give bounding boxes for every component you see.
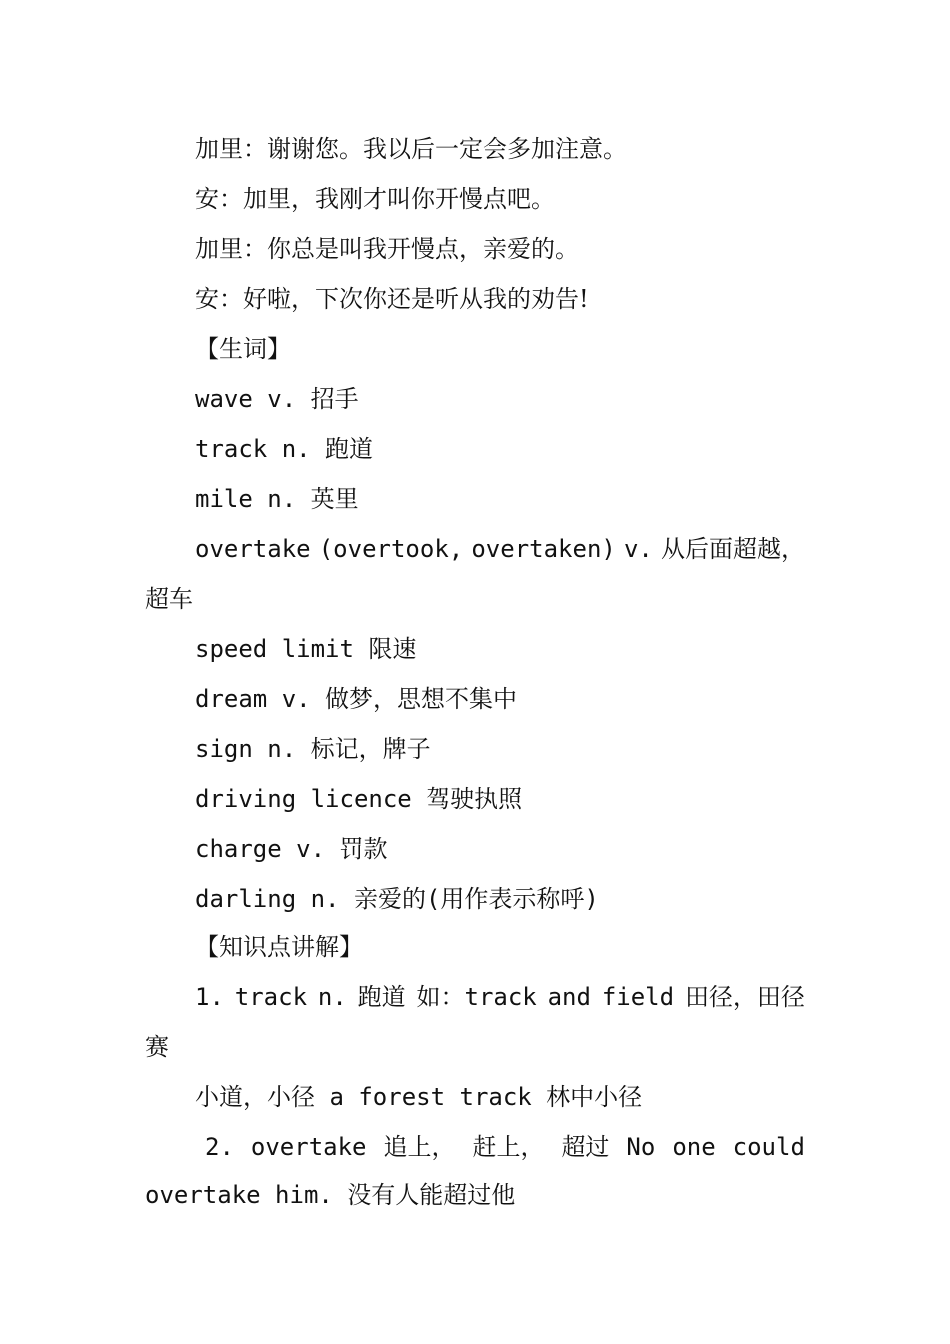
item-example: and (547, 983, 591, 1011)
vocab-pos: v. (623, 535, 653, 563)
vocab-word: overtake (195, 535, 311, 563)
item-number: 1. (195, 983, 224, 1011)
item-example: 田径，田径 (684, 983, 805, 1011)
vocab-entry-wave: wave v. 招手 (195, 385, 359, 413)
item-word: overtake (250, 1133, 367, 1161)
knowledge-item-1-continued: 赛 (145, 1033, 169, 1061)
knowledge-item-2-continued: overtake him. 没有人能超过他 (145, 1181, 516, 1209)
item-number: 2. (205, 1133, 234, 1161)
vocab-entry-overtake-continued: 超车 (145, 585, 193, 613)
dialogue-line: 加里：你总是叫我开慢点，亲爱的。 (195, 235, 579, 263)
vocab-entry-speed-limit: speed limit 限速 (195, 635, 417, 663)
knowledge-item-1-example: 小道，小径 a forest track 林中小径 (195, 1083, 643, 1111)
vocab-forms: (overtook, (318, 535, 464, 563)
vocab-heading: 【生词】 (195, 335, 291, 363)
item-meaning: 超过 (561, 1133, 610, 1161)
vocab-entry-dream: dream v. 做梦，思想不集中 (195, 685, 518, 713)
dialogue-line: 安：好啦，下次你还是听从我的劝告! (195, 285, 589, 313)
item-meaning: 跑道 (357, 983, 406, 1011)
vocab-entry-driving-licence: driving licence 驾驶执照 (195, 785, 523, 813)
item-example: field (601, 983, 675, 1011)
dialogue-line: 安：加里，我刚才叫你开慢点吧。 (195, 185, 555, 213)
item-word: track (234, 983, 308, 1011)
vocab-forms: overtaken) (471, 535, 616, 563)
vocab-entry-overtake (195, 534, 805, 564)
item-meaning: 追上， (383, 1133, 456, 1161)
vocab-entry-charge: charge v. 罚款 (195, 835, 388, 863)
vocab-entry-sign: sign n. 标记，牌子 (195, 735, 431, 763)
item-meaning: 赶上， (472, 1133, 545, 1161)
dialogue-line: 加里：谢谢您。我以后一定会多加注意。 (195, 135, 627, 163)
vocab-entry-track: track n. 跑道 (195, 435, 374, 463)
knowledge-heading: 【知识点讲解】 (195, 933, 363, 961)
item-pos: n. (317, 983, 347, 1011)
knowledge-item-2 (205, 1132, 805, 1162)
item-example: one (672, 1133, 716, 1161)
knowledge-item-1 (195, 982, 805, 1012)
vocab-entry-darling: darling n. 亲爱的(用作表示称呼) (195, 885, 599, 913)
vocab-meaning: 从后面超越， (661, 535, 805, 563)
vocab-entry-mile: mile n. 英里 (195, 485, 359, 513)
item-example: No (626, 1133, 656, 1161)
item-example: 如：track (416, 983, 537, 1011)
item-example: could (732, 1133, 805, 1161)
